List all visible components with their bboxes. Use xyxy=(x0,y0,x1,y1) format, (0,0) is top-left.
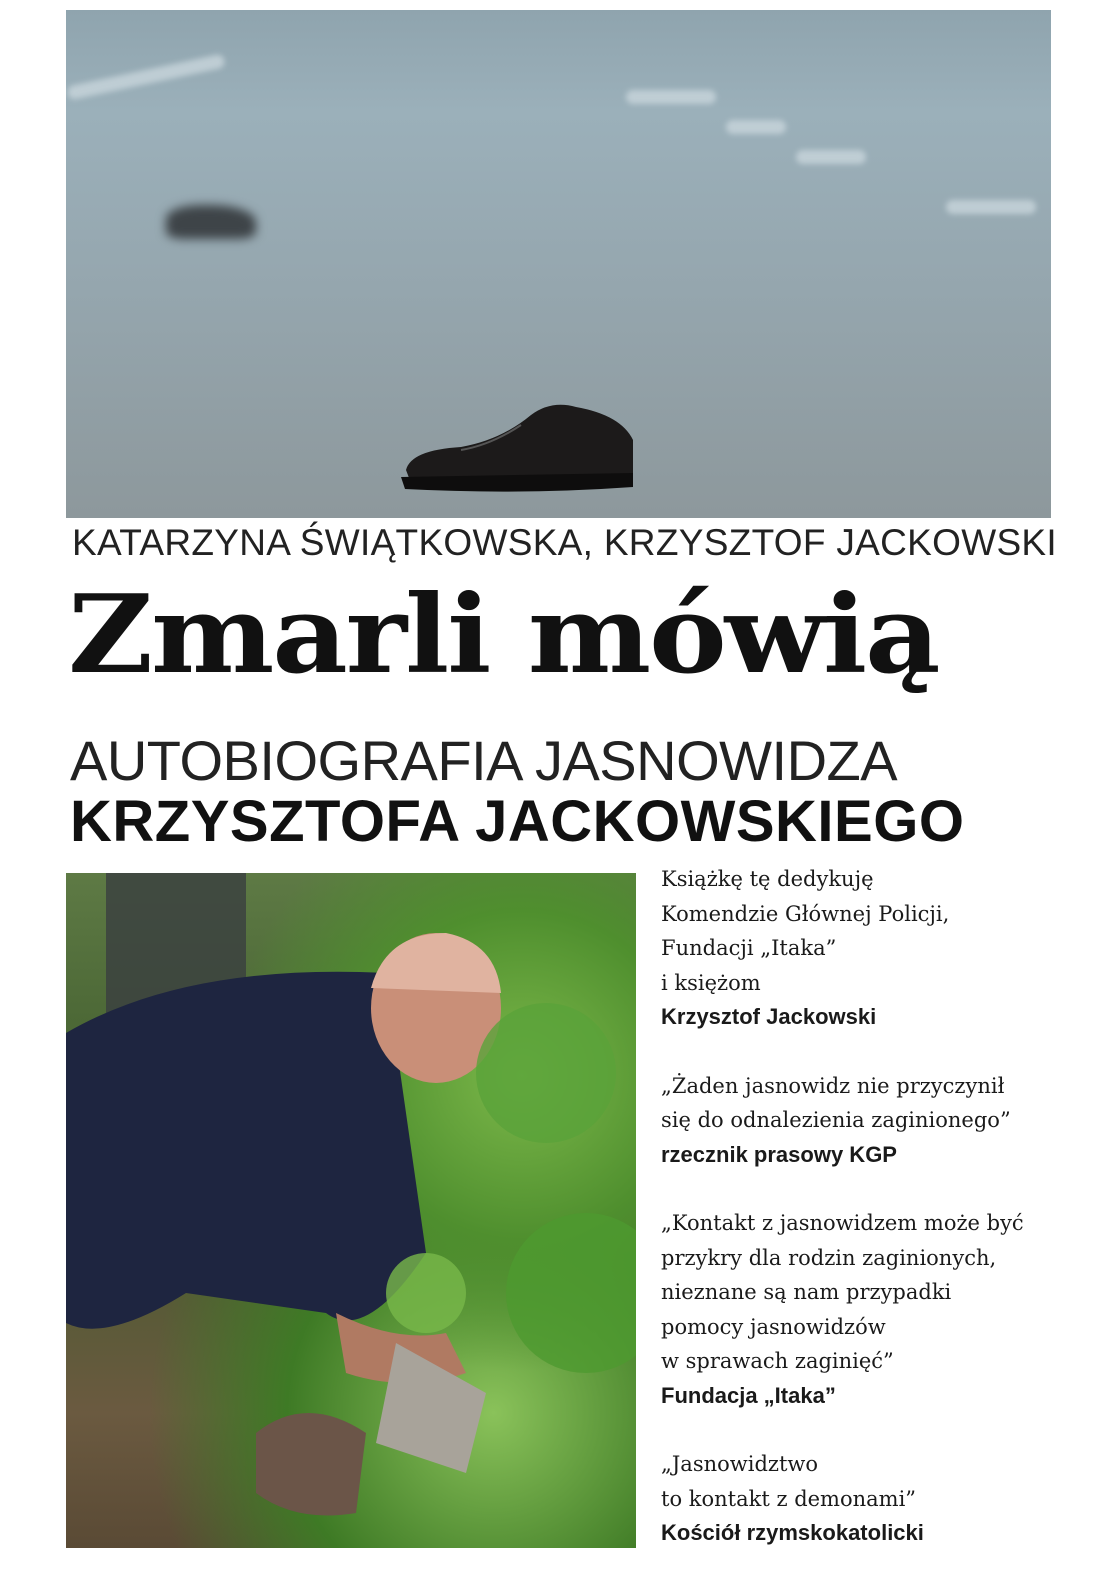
cover-photo-road-shoe xyxy=(66,10,1051,518)
back-text-column xyxy=(661,862,1081,1585)
subtitle-line-2: KRZYSZTOFA JACKOWSKIEGO xyxy=(70,789,965,854)
subtitle-line-1: AUTOBIOGRAFIA JASNOWIDZA xyxy=(70,729,898,792)
quote-church xyxy=(661,1447,1081,1551)
blurred-shoe xyxy=(166,205,256,239)
quote-line: „Jasnowidztwo xyxy=(661,1452,819,1476)
quote-kgp xyxy=(661,1069,1081,1173)
quote-source: Fundacja „Itaka” xyxy=(661,1382,836,1408)
quote-line: w sprawach zaginięć” xyxy=(661,1349,894,1373)
dedication-line: Książkę tę dedykuję xyxy=(661,867,874,891)
quote-line: przykry dla rodzin zaginionych, xyxy=(661,1245,997,1270)
road-marking xyxy=(66,54,225,101)
quote-line: się do odnalezienia zaginionego” xyxy=(661,1108,1011,1132)
quote-line: nieznane są nam przypadki xyxy=(661,1280,952,1304)
quote-itaka xyxy=(661,1206,1081,1413)
road-marking xyxy=(946,200,1036,214)
authors: KATARZYNA ŚWIĄTKOWSKA, KRZYSZTOF JACKOWSKI xyxy=(72,522,1057,563)
book-title: Zmarli mówią xyxy=(68,572,939,698)
dedication-line: i księżom xyxy=(661,970,761,995)
road-marking xyxy=(726,120,786,134)
quote-line: „Kontakt z jasnowidzem może być xyxy=(661,1211,1024,1235)
man-kneeling-illustration xyxy=(66,873,636,1548)
dedication-source: Krzysztof Jackowski xyxy=(661,1004,877,1029)
quote-source: Kościół rzymskokatolicki xyxy=(661,1520,924,1545)
dedication xyxy=(661,862,1081,1035)
quote-source: rzecznik prasowy KGP xyxy=(661,1141,897,1167)
road-marking xyxy=(626,90,716,104)
quote-line: „Żaden jasnowidz nie przyczynił xyxy=(661,1073,1005,1098)
quote-line: pomocy jasnowidzów xyxy=(661,1314,886,1339)
dedication-line: Fundacji „Itaka” xyxy=(661,936,837,960)
cover-photo-man-kneeling xyxy=(66,873,636,1548)
dedication-line: Komendzie Głównej Policji, xyxy=(661,901,950,926)
quote-line: to kontakt z demonami” xyxy=(661,1486,917,1511)
shoe-icon xyxy=(401,395,636,495)
road-marking xyxy=(796,150,866,164)
